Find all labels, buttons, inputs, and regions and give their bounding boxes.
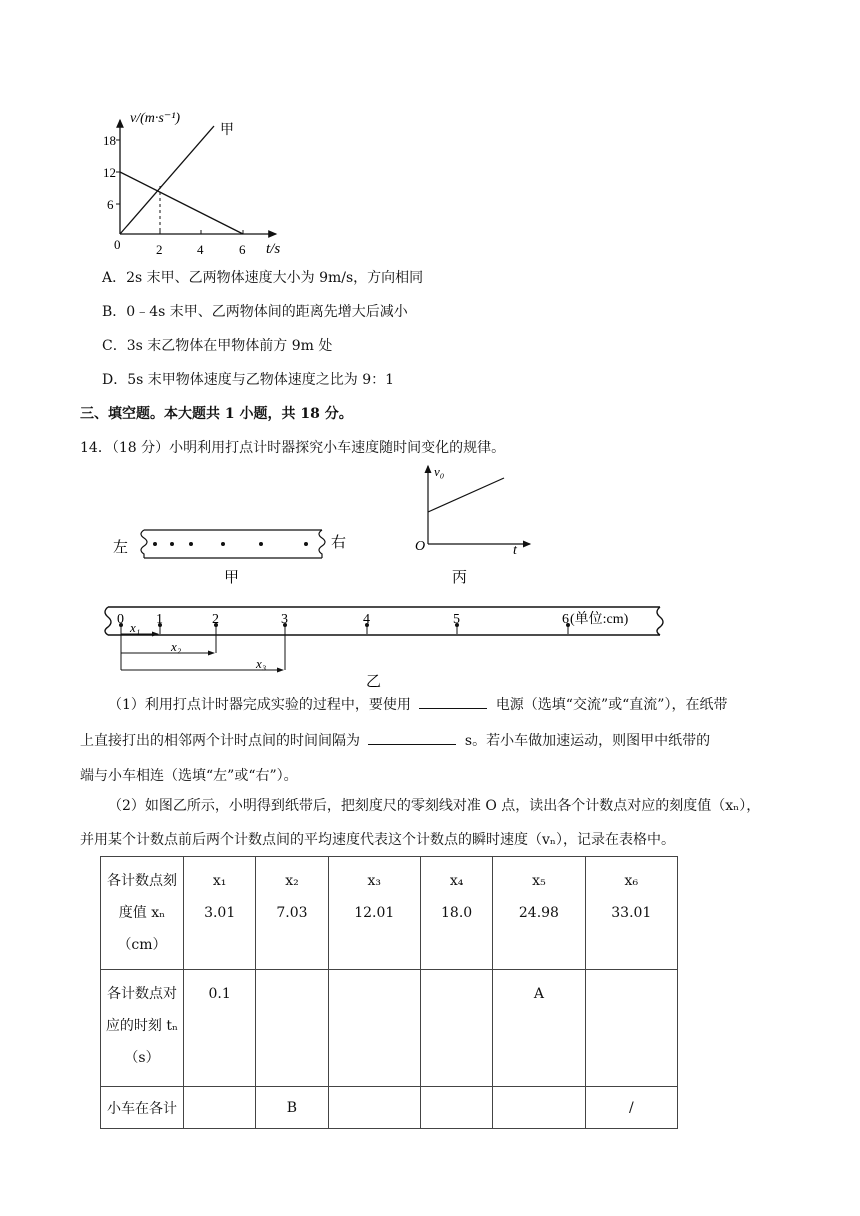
x3-label: x₃	[256, 656, 267, 671]
option-a: A．2s 末甲、乙两物体速度大小为 9m/s，方向相同	[102, 270, 424, 286]
x-axis-label: t/s	[266, 241, 281, 257]
table-cell: B	[256, 1087, 328, 1129]
tape-mark-2: 2	[212, 612, 219, 627]
tape-right-label: 右	[331, 535, 347, 551]
table-cell: /	[585, 1087, 677, 1129]
option-c: C．3s 末乙物体在甲物体前方 9m 处	[102, 338, 333, 354]
x-tick-4: 4	[197, 242, 204, 257]
table-cell: x₁ 3.01	[184, 857, 256, 970]
tape-mark-0: 0	[117, 612, 124, 627]
x-tick-2: 2	[156, 242, 163, 257]
y-tick-18: 18	[103, 133, 116, 148]
p2-line1: （2）如图乙所示，小明得到纸带后，把刻度尺的零刻线对准 O 点，读出各个计数点对应的刻度值（xₙ），	[108, 798, 761, 814]
table-cell	[420, 970, 492, 1087]
answer-blank-interval[interactable]	[368, 730, 456, 745]
tape-mark-6: 6	[562, 612, 569, 627]
tape-yi-caption: 乙	[366, 674, 382, 690]
x-tick-6: 6	[239, 242, 246, 257]
y-tick-12: 12	[103, 165, 116, 180]
table-cell	[420, 1087, 492, 1129]
line-jia-label: 甲	[220, 123, 234, 138]
table-cell: x₂ 7.03	[256, 857, 328, 970]
table-cell: 0.1	[184, 970, 256, 1087]
table-cell: x₄ 18.0	[420, 857, 492, 970]
p1-line3: 端与小车相连（选填“左”或“右”）。	[80, 768, 298, 784]
table-cell	[184, 1087, 256, 1129]
row-header-scale: 各计数点刻 度值 xₙ （cm）	[101, 857, 184, 970]
table-cell: A	[493, 970, 585, 1087]
bing-x-label: t	[513, 543, 517, 558]
tape-yi-figure	[98, 598, 678, 690]
table-row-velocity	[101, 1087, 678, 1129]
p1-line2	[80, 730, 710, 751]
answer-blank-power[interactable]	[419, 694, 487, 709]
table-row-scale	[101, 857, 678, 970]
option-d: D．5s 末甲物体速度与乙物体速度之比为 9：1	[102, 372, 395, 388]
p1-line2-b: s。若小车做加速运动，则图甲中纸带的	[464, 733, 711, 749]
x1-label: x₁	[130, 620, 141, 635]
bing-y-label: v₀	[434, 464, 445, 479]
p1-line1-b: 电源（选填“交流”或“直流”），在纸带	[495, 697, 728, 713]
table-cell: x₃ 12.01	[328, 857, 420, 970]
tape-mark-5: 5	[453, 612, 460, 627]
table-cell	[256, 970, 328, 1087]
table-row-time	[101, 970, 678, 1087]
bing-origin: O	[415, 539, 426, 554]
velocity-time-graph	[100, 108, 300, 258]
row-header-velocity: 小车在各计	[101, 1087, 184, 1129]
p2-line2: 并用某个计数点前后两个计数点间的平均速度代表这个计数点的瞬时速度（vₙ），记录在表格中。	[80, 832, 675, 848]
tape-mark-1: 1	[156, 612, 163, 627]
table-cell	[493, 1087, 585, 1129]
tape-mark-4: 4	[363, 612, 370, 627]
origin-label: 0	[114, 237, 121, 252]
bing-line	[428, 478, 504, 512]
table-cell	[328, 1087, 420, 1129]
data-table	[100, 856, 678, 1129]
p1-line2-a: 上直接打出的相邻两个计时点间的时间间隔为	[80, 733, 360, 749]
tape-jia-figure	[110, 522, 360, 588]
graph-bing-figure	[410, 462, 540, 588]
tape-mark-3: 3	[281, 612, 288, 627]
tape-left-label: 左	[113, 540, 129, 556]
table-cell: x₆ 33.01	[585, 857, 677, 970]
section-title: 三、填空题。本大题共 1 小题，共 18 分。	[80, 406, 353, 422]
y-tick-6: 6	[107, 197, 114, 212]
line-jia	[120, 126, 214, 234]
table-cell: x₅ 24.98	[493, 857, 585, 970]
line-yi	[120, 172, 243, 234]
bing-caption: 丙	[452, 570, 468, 586]
question-stem: 14．（18 分）小明利用打点计时器探究小车速度随时间变化的规律。	[80, 440, 506, 456]
table-cell	[585, 970, 677, 1087]
x2-label: x₂	[171, 639, 182, 654]
y-axis-label: v/(m·s⁻¹)	[130, 111, 181, 126]
option-b: B．0﹣4s 末甲、乙两物体间的距离先增大后减小	[102, 304, 408, 320]
table-cell	[328, 970, 420, 1087]
p1-line1-a: （1）利用打点计时器完成实验的过程中，要使用	[108, 697, 411, 713]
tape-jia-caption: 甲	[224, 570, 240, 586]
p1-line1	[108, 694, 727, 715]
row-header-time: 各计数点对 应的时刻 tₙ （s）	[101, 970, 184, 1087]
tape-unit: (单位:cm)	[570, 612, 629, 627]
